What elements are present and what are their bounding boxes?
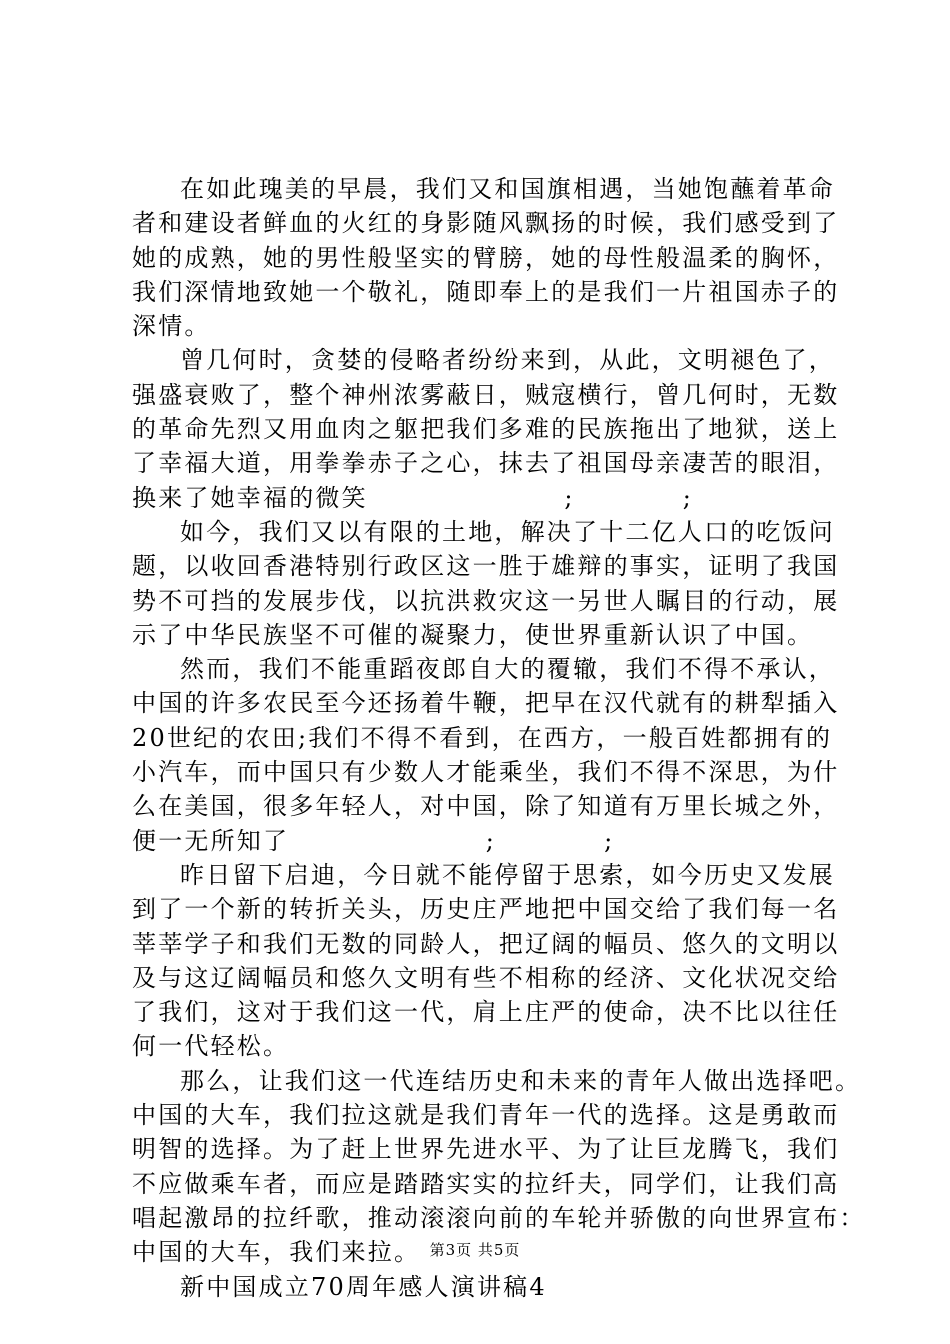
text-line: 题，以收回香港特别行政区这一胜于雄辩的事实，证明了我国 [132, 552, 840, 581]
text-line: 那么，让我们这一代连结历史和未来的青年人做出选择吧。 [180, 1066, 862, 1095]
text-line: 示了中华民族坚不可催的凝聚力，使世界重新认识了中国。 [132, 620, 814, 649]
text-line: 曾几何时，贪婪的侵略者纷纷来到，从此，文明褪色了， [180, 346, 835, 375]
text-line: 的革命先烈又用血肉之躯把我们多难的民族拖出了地狱，送上 [132, 415, 840, 444]
text-line: 莘莘学子和我们无数的同龄人，把辽阔的幅员、悠久的文明以 [132, 929, 840, 958]
text-line: 如今，我们又以有限的土地，解决了十二亿人口的吃饭问 [180, 517, 835, 546]
text-line: 她的成熟，她的男性般坚实的臂膀，她的母性般温柔的胸怀， [132, 243, 840, 272]
page-footer: 第3页 共5页 [429, 1241, 521, 1259]
text-line: 新中国成立70周年感人演讲稿4 [180, 1272, 547, 1301]
text-line: 中国的许多农民至今还扬着牛鞭，把早在汉代就有的耕犁插入 [132, 689, 840, 718]
text-line: 到了一个新的转折关头，历史庄严地把中国交给了我们每一名 [132, 895, 840, 924]
text-line: 了我们，这对于我们这一代，肩上庄严的使命，决不比以往任 [132, 998, 840, 1027]
text-line: 何一代轻松。 [132, 1032, 290, 1061]
text-line: 20世纪的农田;我们不得不看到，在西方，一般百姓都拥有的 [132, 723, 833, 752]
text-line: 么在美国，很多年轻人，对中国，除了知道有万里长城之外， [132, 792, 840, 821]
text-line: 然而，我们不能重蹈夜郎自大的覆辙，我们不得不承认， [180, 655, 835, 684]
text-line: 昨日留下启迪，今日就不能停留于思索，如今历史又发展 [180, 860, 835, 889]
text-line: 强盛衰败了，整个神州浓雾蔽日，贼寇横行，曾几何时，无数 [132, 380, 840, 409]
text-line: 中国的大车，我们拉这就是我们青年一代的选择。这是勇敢而 [132, 1101, 840, 1130]
text-line: 势不可挡的发展步伐，以抗洪救灾这一另世人瞩目的行动，展 [132, 586, 840, 615]
text-line: 明智的选择。为了赶上世界先进水平、为了让巨龙腾飞，我们 [132, 1135, 840, 1164]
text-line: 便一无所知了 ; ; [132, 826, 615, 855]
text-line: 了幸福大道，用拳拳赤子之心，抹去了祖国母亲凄苦的眼泪， [132, 449, 840, 478]
text-line: 我们深情地致她一个敬礼，随即奉上的是我们一片祖国赤子的 [132, 277, 840, 306]
text-line: 不应做乘车者，而应是踏踏实实的拉纤夫，同学们，让我们高 [132, 1169, 840, 1198]
text-line: 唱起激昂的拉纤歌，推动滚滚向前的车轮并骄傲的向世界宣布： [132, 1203, 866, 1232]
text-line: 深情。 [132, 312, 211, 341]
text-line: 在如此瑰美的早晨，我们又和国旗相遇，当她饱蘸着革命 [180, 175, 835, 203]
text-line: 小汽车，而中国只有少数人才能乘坐，我们不得不深思，为什 [132, 758, 840, 787]
text-line: 及与这辽阔幅员和悠久文明有些不相称的经济、文化状况交给 [132, 963, 840, 992]
text-line: 换来了她幸福的微笑 ; ; [132, 483, 694, 512]
document-body [132, 172, 866, 1304]
text-line: 中国的大车，我们来拉。 [132, 1238, 421, 1267]
text-line: 者和建设者鲜血的火红的身影随风飘扬的时候，我们感受到了 [132, 209, 840, 238]
